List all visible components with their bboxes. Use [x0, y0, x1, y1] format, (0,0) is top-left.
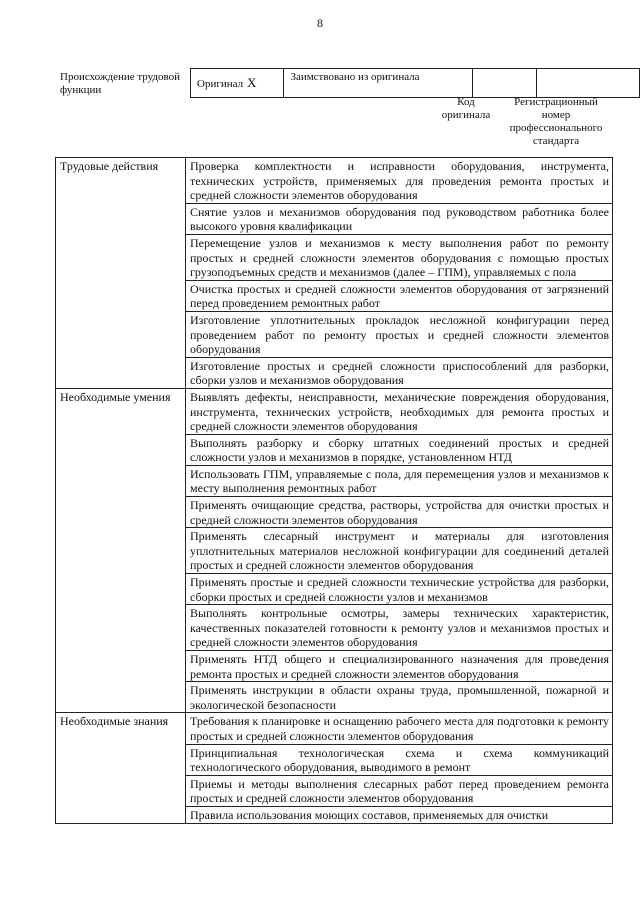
labor-actions-item: Проверка комплектности и исправности оборудования, инструмента, технических устройств, применяемых для проведения ремонта простых и средней сложности элементов оборудования	[186, 158, 613, 204]
labor-actions-item: Перемещение узлов и механизмов к месту выполнения работ по ремонту простых и средней сложности элементов оборудования с помощью простых грузоподъемных средств и механизмов (далее – ГПМ), управляемых с пола	[186, 234, 613, 280]
origin-code-cell	[472, 69, 537, 98]
origin-original-label: Оригинал	[197, 78, 244, 90]
required-skills-item: Выявлять дефекты, неисправности, механические повреждения оборудования, инструмента, технических устройств, необходимых для ремонта простых и средней сложности элементов оборудования	[186, 388, 613, 434]
required-knowledge-item: Приемы и методы выполнения слесарных работ перед проведением ремонта простых и средней сложности элементов оборудования	[186, 775, 613, 806]
labor-function-table	[55, 157, 613, 824]
origin-table	[190, 68, 640, 98]
labor-actions-item: Изготовление уплотнительных прокладок несложной конфигурации перед проведением работ по ремонту простых и средней сложности элементов оборудования	[186, 311, 613, 357]
labor-actions-item: Снятие узлов и механизмов оборудования под руководством работника более высокого уровня квалификации	[186, 203, 613, 234]
required-knowledge-item: Принципиальная технологическая схема и схема коммуникаций технологического оборудования, выводимого в ремонт	[186, 744, 613, 775]
origin-borrowed-label: Заимствовано из оригинала	[290, 71, 420, 83]
labor-actions-item: Изготовление простых и средней сложности приспособлений для разборки, сборки узлов и механизмов оборудования	[186, 357, 613, 388]
table-row	[56, 713, 613, 744]
required-knowledge-label: Необходимые знания	[56, 713, 186, 823]
table-row	[56, 388, 613, 434]
table-row	[56, 158, 613, 204]
labor-actions-item: Очистка простых и средней сложности элементов оборудования от загрязнений перед проведением ремонтных работ	[186, 280, 613, 311]
origin-original-cell	[191, 69, 284, 98]
origin-original-mark: X	[247, 75, 257, 90]
required-skills-item: Применять инструкции в области охраны труда, промышленной, пожарной и экологической безопасности	[186, 682, 613, 713]
required-skills-item: Применять простые и средней сложности технические устройства для разборки, сборки простых и средней сложности узлов и механизмов	[186, 574, 613, 605]
required-knowledge-item: Требования к планировке и оснащению рабочего места для подготовки к ремонту простых и средней сложности элементов оборудования	[186, 713, 613, 744]
code-original-label: Код оригинала	[441, 96, 491, 121]
registration-number-label: Регистрационный номер профессионального стандарта	[509, 96, 603, 147]
origin-registration-cell	[537, 69, 640, 98]
required-skills-label: Необходимые умения	[56, 388, 186, 712]
required-skills-item: Использовать ГПМ, управляемые с пола, для перемещения узлов и механизмов к месту выполнения ремонтных работ	[186, 465, 613, 496]
required-skills-item: Применять НТД общего и специализированного назначения для проведения ремонта простых и средней сложности элементов оборудования	[186, 651, 613, 682]
origin-label: Происхождение трудовой функции	[60, 71, 181, 96]
page-number: 8	[317, 16, 323, 30]
origin-borrowed-cell	[284, 69, 472, 98]
required-skills-item: Применять очищающие средства, растворы, устройства для очистки простых и средней сложности элементов оборудования	[186, 497, 613, 528]
required-knowledge-item: Правила использования моющих составов, применяемых для очистки	[186, 806, 613, 823]
labor-actions-label: Трудовые действия	[56, 158, 186, 389]
required-skills-item: Выполнять контрольные осмотры, замеры технических характеристик, качественных показателей готовности к ремонту узлов и механизмов простых и средней сложности элементов оборудования	[186, 605, 613, 651]
required-skills-item: Выполнять разборку и сборку штатных соединений простых и средней сложности узлов и механизмов в порядке, установленном НТД	[186, 434, 613, 465]
required-skills-item: Применять слесарный инструмент и материалы для изготовления уплотнительных материалов несложной конфигурации для соединений деталей простых и средней сложности элементов оборудования	[186, 528, 613, 574]
